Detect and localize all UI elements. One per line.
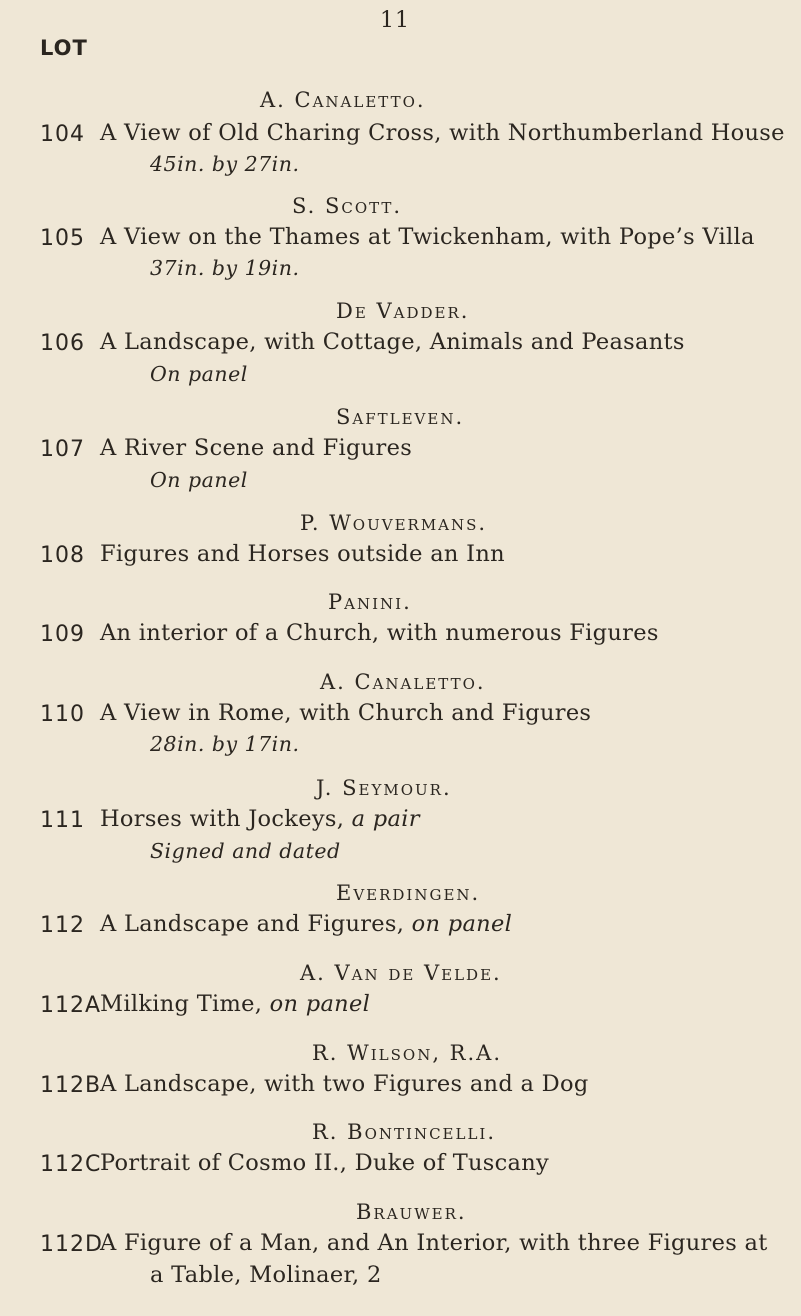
lot-title: A Figure of a Man, and An Interior, with three Figures at — [100, 1230, 768, 1256]
lot-title: Portrait of Cosmo II., Duke of Tuscany — [100, 1150, 550, 1176]
lot-dimensions: 37in. by 19in. — [150, 256, 300, 280]
artist-name: S. Scott. — [292, 194, 403, 218]
lot-number: 112 — [40, 913, 85, 938]
lot-title: A View of Old Charing Cross, with Northumberland House — [100, 120, 785, 146]
lot-title-text: Horses with Jockeys, — [100, 806, 345, 832]
lot-title: A Landscape, with two Figures and a Dog — [100, 1071, 589, 1097]
lot-number: 107 — [40, 437, 85, 462]
artist-name: A. Van de Velde. — [300, 961, 502, 985]
artist-name: De Vadder. — [336, 299, 470, 323]
lot-title: A Landscape, with Cottage, Animals and Peasants — [100, 329, 685, 355]
lot-title-note: a pair — [351, 806, 420, 832]
lot-number: 105 — [40, 226, 85, 251]
lot-column-heading: LOT — [40, 36, 88, 60]
artist-name: J. Seymour. — [316, 776, 452, 800]
artist-name: A. Canaletto. — [320, 670, 486, 694]
artist-name: Brauwer. — [356, 1200, 467, 1224]
artist-name: Everdingen. — [336, 881, 481, 905]
lot-number: 104 — [40, 122, 85, 147]
lot-dimensions: 28in. by 17in. — [150, 732, 300, 756]
artist-name: A. Canaletto. — [260, 88, 426, 112]
artist-name: Saftleven. — [336, 405, 465, 429]
lot-title-text: Milking Time, — [100, 991, 263, 1017]
lot-number: 110 — [40, 702, 85, 727]
artist-name: P. Wouvermans. — [300, 511, 488, 535]
lot-title: An interior of a Church, with numerous Figures — [100, 620, 659, 646]
lot-dimensions: 45in. by 27in. — [150, 152, 300, 176]
lot-title: A View in Rome, with Church and Figures — [100, 700, 592, 726]
lot-title — [100, 991, 370, 1017]
lot-title: Figures and Horses outside an Inn — [100, 541, 505, 567]
artist-name: Panini. — [328, 590, 412, 614]
lot-number: 112C — [40, 1152, 102, 1177]
lot-number: 111 — [40, 808, 85, 833]
lot-title-note: on panel — [411, 911, 513, 937]
page-number: 11 — [380, 8, 410, 33]
lot-title: A View on the Thames at Twickenham, with Pope’s Villa — [100, 224, 755, 250]
lot-medium: On panel — [150, 468, 248, 492]
lot-title-text: A Landscape and Figures, — [100, 911, 405, 937]
lot-medium: On panel — [150, 362, 248, 386]
lot-number: 112D — [40, 1232, 103, 1257]
lot-number: 112A — [40, 993, 102, 1018]
lot-title: A River Scene and Figures — [100, 435, 413, 461]
lot-number: 108 — [40, 543, 85, 568]
lot-number: 112B — [40, 1073, 102, 1098]
lot-title-continuation: a Table, Molinaer, 2 — [150, 1262, 382, 1288]
lot-number: 109 — [40, 622, 85, 647]
artist-name: R. Bontincelli. — [312, 1120, 497, 1144]
lot-title — [100, 911, 512, 937]
lot-title — [100, 806, 420, 832]
lot-inscription: Signed and dated — [150, 839, 341, 863]
artist-name: R. Wilson, R.A. — [312, 1041, 503, 1065]
lot-title-note: on panel — [269, 991, 371, 1017]
lot-number: 106 — [40, 331, 85, 356]
